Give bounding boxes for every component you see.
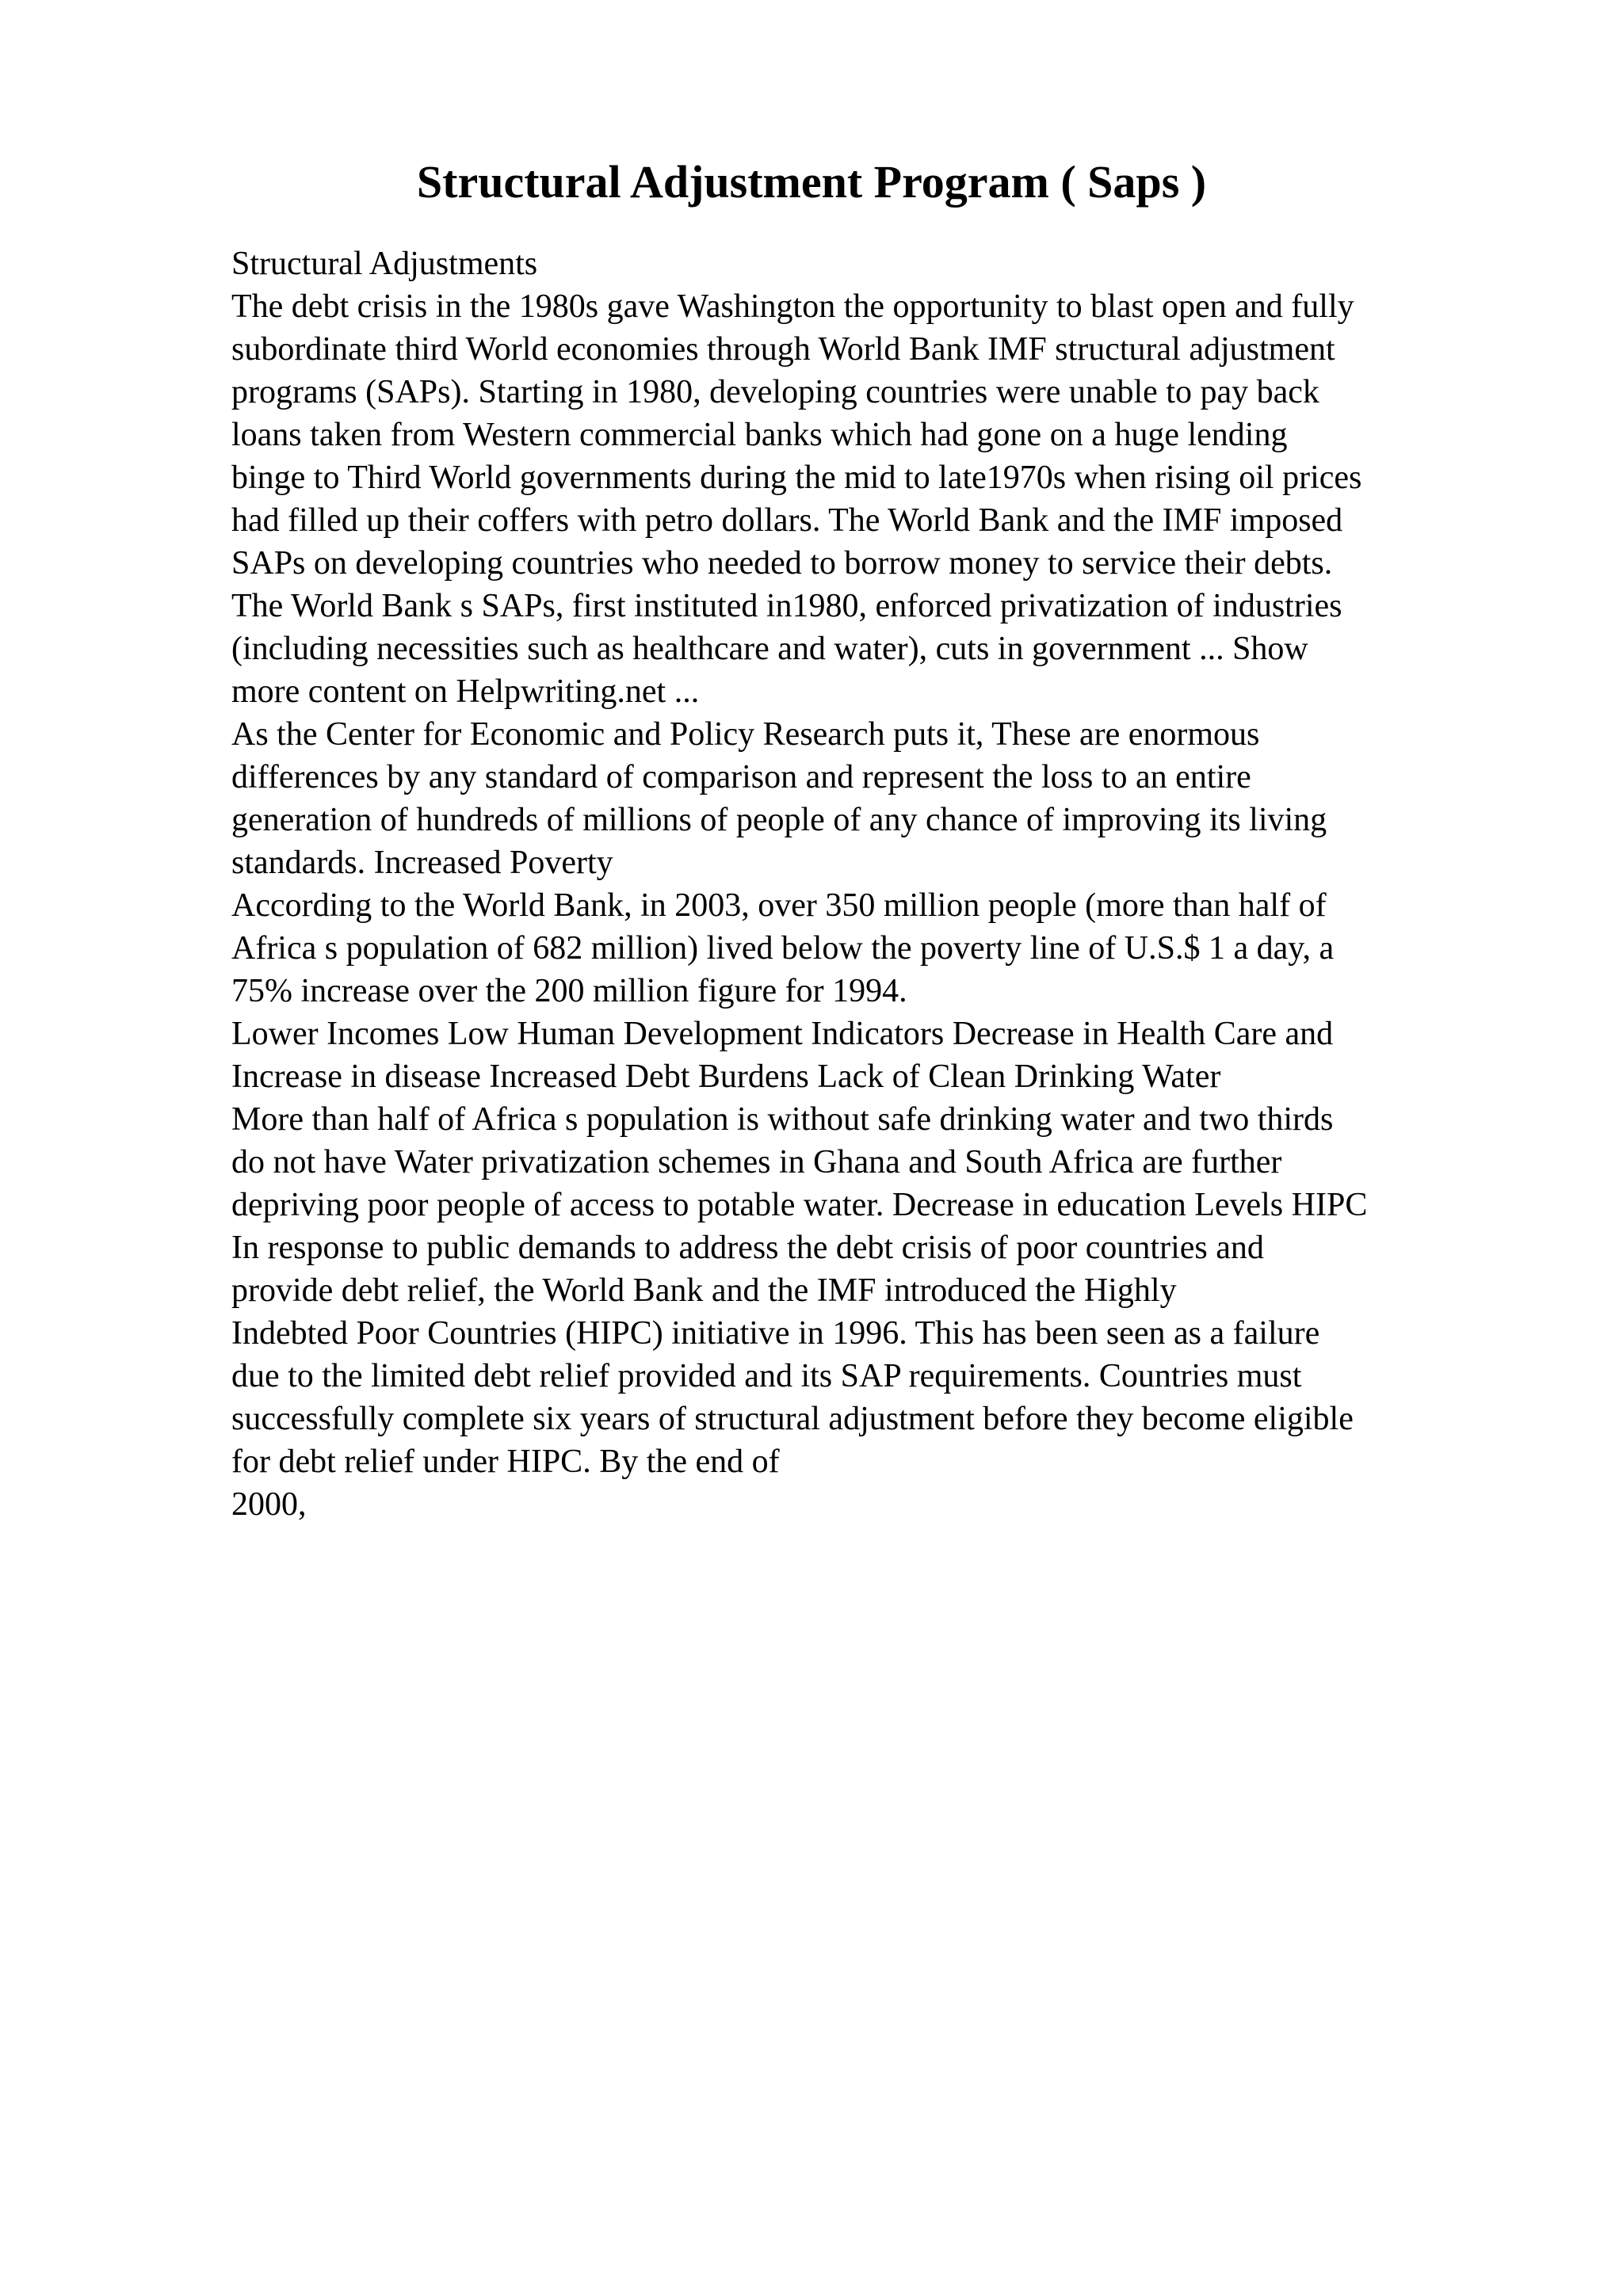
body-line: depriving poor people of access to potable water. Decrease in education Levels HIPC bbox=[231, 1187, 1368, 1223]
body-line: do not have Water privatization schemes in Ghana and South Africa are further bbox=[231, 1144, 1282, 1180]
body-line: provide debt relief, the World Bank and the IMF introduced the Highly bbox=[231, 1272, 1177, 1309]
body-line: In response to public demands to address the debt crisis of poor countries and bbox=[231, 1230, 1264, 1266]
body-line: programs (SAPs). Starting in 1980, developing countries were unable to pay back bbox=[231, 374, 1319, 410]
body-line: loans taken from Western commercial banks which had gone on a huge lending bbox=[231, 417, 1288, 453]
body-line: had filled up their coffers with petro dollars. The World Bank and the IMF imposed bbox=[231, 502, 1343, 539]
body-line: more content on Helpwriting.net ... bbox=[231, 673, 700, 710]
document-body bbox=[231, 242, 1594, 1526]
body-line: More than half of Africa s population is without safe drinking water and two thirds bbox=[231, 1101, 1334, 1138]
body-line: Indebted Poor Countries (HIPC) initiative in 1996. This has been seen as a failure bbox=[231, 1315, 1320, 1352]
body-line: According to the World Bank, in 2003, over 350 million people (more than half of bbox=[231, 887, 1327, 924]
body-line: subordinate third World economies through World Bank IMF structural adjustment bbox=[231, 331, 1335, 368]
body-line: for debt relief under HIPC. By the end of bbox=[231, 1444, 780, 1480]
body-line: Lower Incomes Low Human Development Indicators Decrease in Health Care and bbox=[231, 1016, 1334, 1052]
body-line: differences by any standard of comparison and represent the loss to an entire bbox=[231, 759, 1251, 795]
body-line: due to the limited debt relief provided and its SAP requirements. Countries must bbox=[231, 1358, 1302, 1394]
body-line: Africa s population of 682 million) lived below the poverty line of U.S.$ 1 a day, a bbox=[231, 930, 1335, 967]
body-line: SAPs on developing countries who needed to borrow money to service their debts. bbox=[231, 545, 1333, 582]
body-line: The debt crisis in the 1980s gave Washington the opportunity to blast open and fully bbox=[231, 288, 1354, 325]
body-line: As the Center for Economic and Policy Research puts it, These are enormous bbox=[231, 716, 1260, 753]
body-line: (including necessities such as healthcare and water), cuts in government ... Show bbox=[231, 631, 1308, 667]
body-line: Increase in disease Increased Debt Burdens Lack of Clean Drinking Water bbox=[231, 1058, 1221, 1095]
body-line: binge to Third World governments during the mid to late1970s when rising oil prices bbox=[231, 460, 1362, 496]
document-title: Structural Adjustment Program ( Saps ) bbox=[416, 156, 1207, 208]
body-line: Structural Adjustments bbox=[231, 246, 538, 282]
body-line: generation of hundreds of millions of people of any chance of improving its living bbox=[231, 802, 1327, 838]
body-line: 2000, bbox=[231, 1486, 307, 1523]
body-line: successfully complete six years of structural adjustment before they become eligible bbox=[231, 1401, 1354, 1437]
body-line: The World Bank s SAPs, first instituted in1980, enforced privatization of industries bbox=[231, 588, 1342, 624]
body-line: standards. Increased Poverty bbox=[231, 845, 613, 881]
body-line: 75% increase over the 200 million figure for 1994. bbox=[231, 973, 907, 1009]
